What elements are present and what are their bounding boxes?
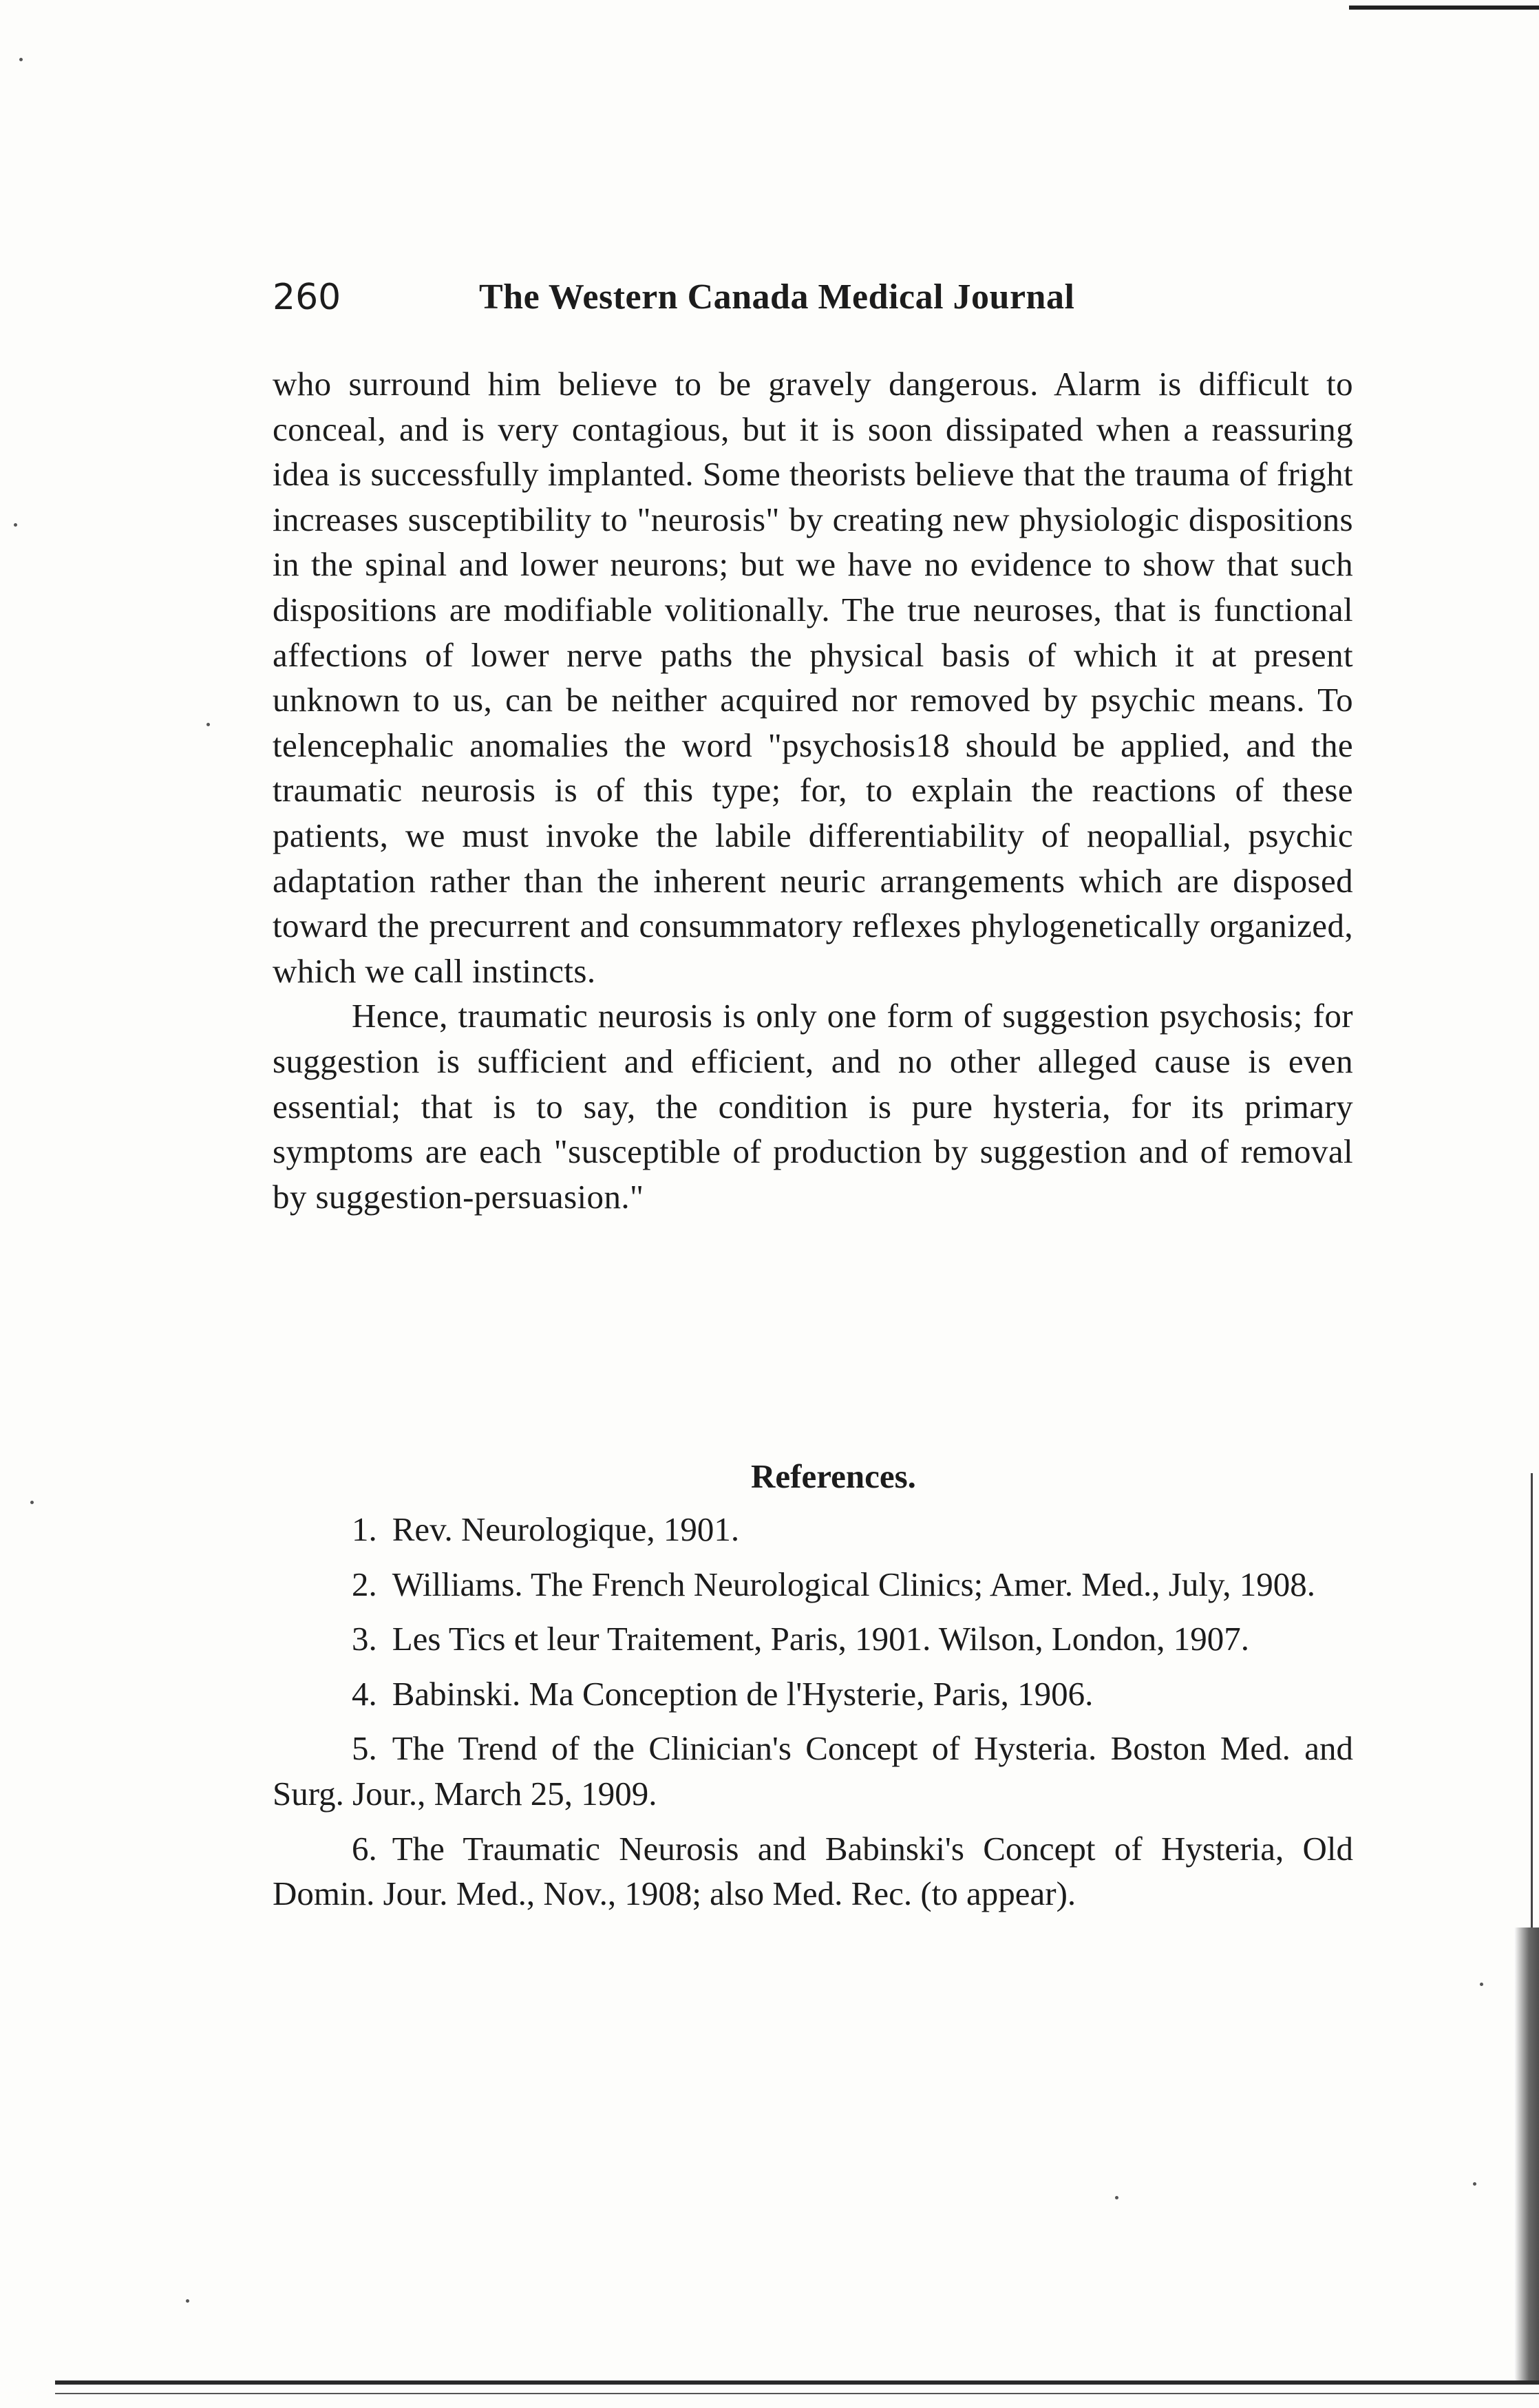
reference-number: 5. [352, 1729, 377, 1768]
reference-text: Rev. Neurologique, 1901. [392, 1510, 740, 1548]
references-list [273, 1507, 1353, 1916]
scan-speck [19, 58, 23, 61]
scan-edge-rule-top [1349, 6, 1539, 10]
scan-edge-rule-bottom [55, 2380, 1539, 2385]
reference-number: 3. [352, 1620, 377, 1658]
reference-item [273, 1826, 1353, 1916]
body-text [273, 361, 1353, 1219]
reference-text: Babinski. Ma Conception de l'Hysterie, Paris, 1906. [392, 1674, 1094, 1713]
page-number: 260 [273, 277, 341, 318]
reference-number: 1. [352, 1510, 377, 1548]
scan-edge-shadow [1514, 1928, 1539, 2382]
paragraph-hence: Hence, traumatic neurosis is only one form of suggestion psychosis; for suggestion is sufficient and efficient, and no other alleged cause is even essential; that is to say, the condition is pure hysteria, for its primary symptoms are each "susceptible of production by suggestion and of removal by suggestion-persuasion." [273, 997, 1353, 1216]
references-section [273, 1449, 1353, 1926]
reference-item [273, 1726, 1353, 1816]
scan-speck [1115, 2196, 1118, 2199]
reference-text: Williams. The French Neurological Clinics; Amer. Med., July, 1908. [392, 1565, 1316, 1603]
scan-edge-line-right [1531, 1473, 1533, 1928]
reference-text: The Traumatic Neurosis and Babinski's Concept of Hysteria, Old Domin. Jour. Med., Nov., 1908; also Med. Rec. (to appear). [273, 1829, 1353, 1913]
scan-speck [206, 723, 210, 726]
reference-item [273, 1616, 1353, 1662]
reference-text: Les Tics et leur Traitement, Paris, 1901. Wilson, London, 1907. [392, 1620, 1250, 1658]
scan-speck [1480, 1983, 1483, 1986]
references-heading: References. [751, 1457, 916, 1495]
scan-speck [30, 1501, 34, 1504]
reference-text: The Trend of the Clinician's Concept of Hysteria. Boston Med. and Surg. Jour., March 25, 1909. [273, 1729, 1353, 1813]
running-head [273, 270, 1346, 325]
journal-title: The Western Canada Medical Journal [479, 277, 1075, 317]
scan-edge-rule-bottom-thin [55, 2393, 1539, 2394]
paragraph-continued: who surround him believe to be gravely dangerous. Alarm is difficult to conceal, and is very contagious, but it is soon dissipated when a reassuring idea is successfully implanted. Some theorists believe that the trauma of fright increases susceptibility to "neurosis" by creating new physiologic dispositions in the spinal and lower neurons; but we have no evidence to show that such dispositions are modifiable volitionally. The true neuroses, that is functional affections of lower nerve paths the physical basis of which it at present unknown to us, can be neither acquired nor removed by psychic means. To telencephalic anomalies the word "psychosis18 should be applied, and the traumatic neurosis is of this type; for, to explain the reactions of these patients, we must invoke the labile differentiability of neopallial, psychic adaptation rather than the inherent neuric arrangements which are disposed toward the precurrent and consummatory reflexes phylogenetically organized, which we call instincts. [273, 365, 1353, 990]
scan-speck [186, 2299, 189, 2303]
reference-item [273, 1671, 1353, 1717]
reference-item [273, 1562, 1353, 1607]
reference-number: 4. [352, 1674, 377, 1713]
reference-item [273, 1507, 1353, 1552]
reference-number: 2. [352, 1565, 377, 1603]
scan-speck [1473, 2182, 1476, 2186]
scan-speck [14, 523, 17, 527]
reference-number: 6. [352, 1829, 377, 1868]
